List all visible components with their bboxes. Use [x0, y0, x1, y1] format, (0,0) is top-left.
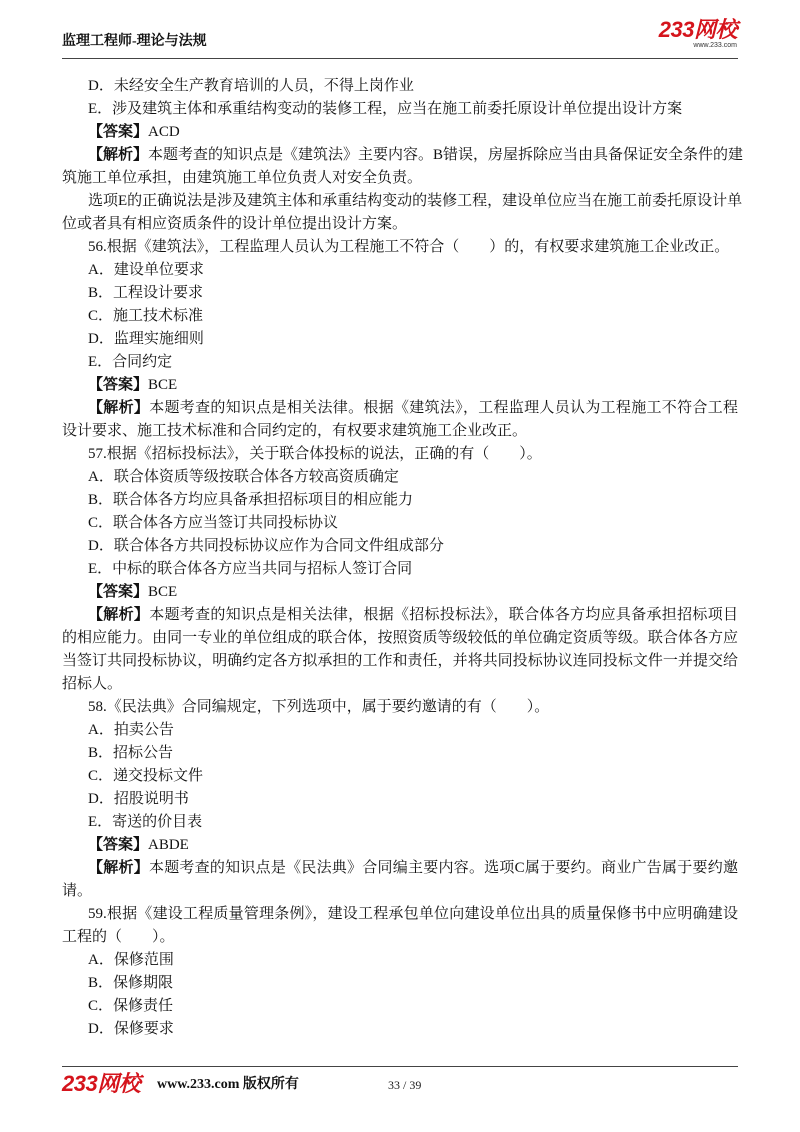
q58-option-b: B．招标公告 — [88, 745, 174, 761]
q55-analysis-line-4: 位或者具有相应资质条件的设计单位提出设计方案。 — [62, 216, 408, 232]
page-content — [62, 75, 744, 1041]
q57-option-e: E．中标的联合体各方应当共同与招标人签订合同 — [88, 561, 413, 577]
q55-option-d: D．未经安全生产教育培训的人员，不得上岗作业 — [88, 78, 414, 94]
q58-answer — [62, 834, 738, 857]
q56-stem: 56.根据《建筑法》，工程监理人员认为工程施工不符合（ ）的，有权要求建筑施工企业改正。 — [88, 239, 730, 255]
q55-answer — [62, 121, 738, 144]
answer-label: 【答案】 — [88, 584, 149, 600]
header-divider — [62, 58, 738, 59]
q56-option-c: C．施工技术标准 — [88, 308, 204, 324]
q56-option-b: B．工程设计要求 — [88, 285, 204, 301]
q57-option-d: D．联合体各方共同投标协议应作为合同文件组成部分 — [88, 538, 444, 554]
q58-analysis-line-2: 请。 — [62, 883, 93, 899]
q56-answer — [62, 374, 738, 397]
analysis-label: 【解析】 — [88, 860, 149, 876]
q57-answer — [62, 581, 738, 604]
q58-analysis-line-1 — [62, 857, 738, 880]
analysis-text: 本题考查的知识点是相关法律，根据《招标投标法》，联合体各方均应具备承担招标项目 — [149, 607, 738, 623]
analysis-text: 本题考查的知识点是《民法典》合同编主要内容。选项C属于要约。商业广告属于要约邀 — [148, 860, 738, 876]
analysis-text: 本题考查的知识点是《建筑法》主要内容。B错误，房屋拆除应当由具备保证安全条件的建 — [148, 147, 744, 163]
q55-option-e: E．涉及建筑主体和承重结构变动的装修工程，应当在施工前委托原设计单位提出设计方案 — [88, 101, 683, 117]
q57-stem: 57.根据《招标投标法》，关于联合体投标的说法，正确的有（ ）。 — [88, 446, 542, 462]
answer-value: ABDE — [148, 837, 189, 853]
q58-stem: 58.《民法典》合同编规定，下列选项中，属于要约邀请的有（ ）。 — [88, 699, 550, 715]
q59-option-d: D．保修要求 — [88, 1021, 174, 1037]
q58-option-a: A．拍卖公告 — [88, 722, 174, 738]
answer-value: ACD — [148, 124, 180, 140]
q55-analysis-line-3: 选项E的正确说法是涉及建筑主体和承重结构变动的装修工程，建设单位应当在施工前委托原设计单 — [88, 193, 743, 209]
copyright-text: www.233.com 版权所有 — [157, 1077, 299, 1092]
document-title: 监理工程师-理论与法规 — [62, 34, 207, 49]
q59-stem-line-1: 59.根据《建设工程质量管理条例》，建设工程承包单位向建设单位出具的质量保修书中应明确建设 — [88, 906, 738, 922]
q57-analysis-line-3: 当签订共同投标协议，明确约定各方拟承担的工作和责任，并将共同投标协议连同投标文件一并提交给 — [62, 653, 738, 669]
q59-option-a: A．保修范围 — [88, 952, 174, 968]
q57-option-b: B．联合体各方均应具备承担招标项目的相应能力 — [88, 492, 414, 508]
answer-value: BCE — [148, 377, 178, 393]
q56-analysis-line-2: 设计要求、施工技术标准和合同约定的，有权要求建筑施工企业改正。 — [62, 423, 528, 439]
q59-option-c: C．保修责任 — [88, 998, 174, 1014]
q56-option-e: E．合同约定 — [88, 354, 173, 370]
header-logo — [659, 18, 737, 50]
answer-label: 【答案】 — [88, 377, 149, 393]
footer-logo — [62, 1072, 140, 1096]
q57-analysis-line-2: 的相应能力。由同一专业的单位组成的联合体，按照资质等级较低的单位确定资质等级。联合体各方应 — [62, 630, 738, 646]
q57-option-a: A．联合体资质等级按联合体各方较高资质确定 — [88, 469, 399, 485]
analysis-label: 【解析】 — [88, 400, 150, 416]
q56-option-d: D．监理实施细则 — [88, 331, 204, 347]
answer-label: 【答案】 — [88, 837, 149, 853]
q55-analysis-line-2: 筑施工单位承担，由建筑施工单位负责人对安全负责。 — [62, 170, 423, 186]
analysis-label: 【解析】 — [88, 607, 150, 623]
footer-divider — [62, 1066, 738, 1067]
q57-analysis-line-4: 招标人。 — [62, 676, 123, 692]
q55-analysis-line-1 — [62, 144, 744, 167]
q58-option-d: D．招股说明书 — [88, 791, 189, 807]
q57-option-c: C．联合体各方应当签订共同投标协议 — [88, 515, 339, 531]
analysis-text: 本题考查的知识点是相关法律。根据《建筑法》，工程监理人员认为工程施工不符合工程 — [149, 400, 738, 416]
q58-option-c: C．递交投标文件 — [88, 768, 204, 784]
logo-url: www.233.com — [693, 42, 737, 49]
q56-option-a: A．建设单位要求 — [88, 262, 204, 278]
analysis-label: 【解析】 — [88, 147, 149, 163]
q59-stem-line-2: 工程的（ ）。 — [62, 929, 175, 945]
logo-wordmark: 233网校 — [62, 1071, 141, 1096]
q57-analysis-line-1 — [62, 604, 738, 627]
page-number: 33 / 39 — [388, 1078, 422, 1092]
q58-option-e: E．寄送的价目表 — [88, 814, 203, 830]
answer-value: BCE — [148, 584, 178, 600]
q56-analysis-line-1 — [62, 397, 738, 420]
answer-label: 【答案】 — [88, 124, 149, 140]
logo-wordmark: 233网校 — [658, 17, 737, 42]
q59-option-b: B．保修期限 — [88, 975, 174, 991]
